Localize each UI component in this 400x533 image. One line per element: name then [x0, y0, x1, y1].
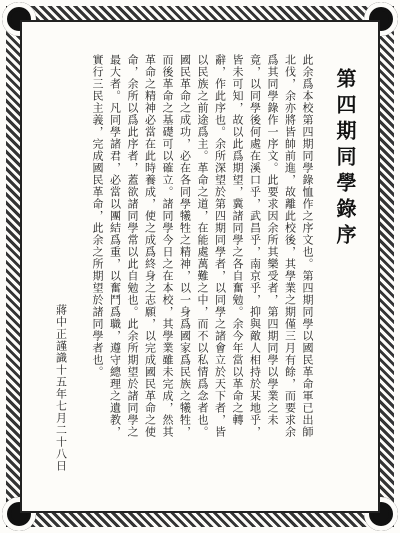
text-block: [44, 54, 356, 484]
signature-date: 蔣中正謹識十五年七月二十八日: [54, 304, 68, 472]
body-text: 此余爲本校第四期同學錄恤作之序文也。第四期同學以國民革命軍已出師北伐，余亦將皆帥前進，故離此校後，其學業之期僅三月有餘，而要求余爲其同學錄作一序文。此要求因余所其樂受者，第四期同學以學業之未竟，以同學後何處在溪口乎，武昌乎，南京乎，抑與敵人相持於某地乎，皆未可知，故以此爲期望，冀諸同學之各自奮勉。余今年當以革命之轉辭，作此序也。余所深望於第四期同學者，以同學之諸會立於天下者，皆以民族之前途爲主。革命之道，在能處萬難之中，而不以私情爲念者也。國民革命之成功，必在各同學犧牲之精神，以一身爲國家爲民族之犧牲，而後革命之基礎可以確立。諸同學今日之在本校，其學業雖未完成，然其革命之精神必當在此時養成，使之成爲終身之志願，以完成國民革命之使命，余所以爲此序者，蓋欲諸同學常以此自勉也。此余所期望於諸同學之最大者。凡同學諸君，必當以團結爲重，以奮鬥爲職，遵守總理之遺教，實行三民主義，完成國民革命，此余之所期望於諸同學者也。: [91, 54, 314, 438]
page-title: 第四期同學錄序: [333, 68, 357, 250]
